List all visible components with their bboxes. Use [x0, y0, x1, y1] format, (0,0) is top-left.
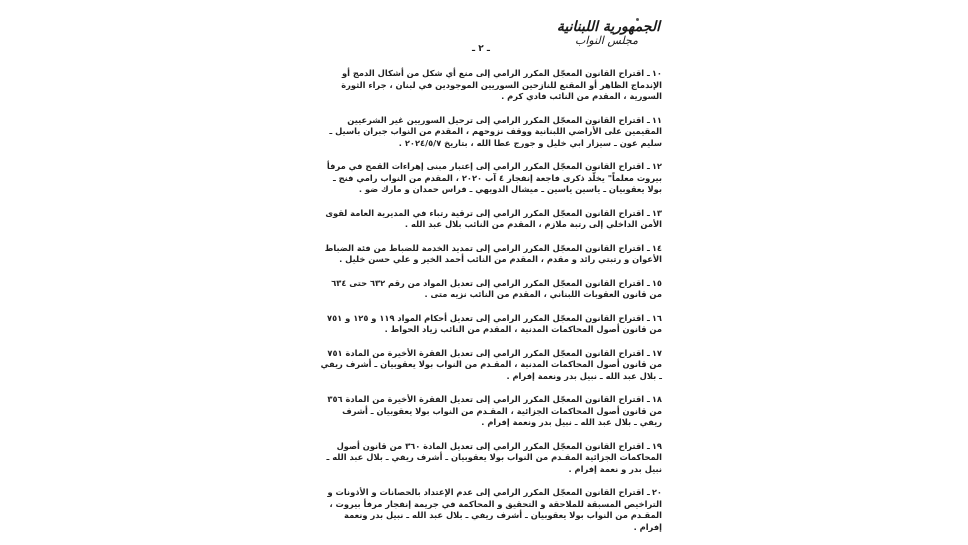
agenda-item — [320, 115, 662, 150]
letterhead-parliament: مجلس النواب — [575, 33, 638, 47]
agenda-item — [320, 243, 662, 266]
item-number: ١٤ — [651, 242, 662, 253]
item-number: ١٠ — [651, 68, 662, 78]
page-number: ـ ٢ ـ — [472, 44, 490, 54]
letterhead-republic: الجمهورية اللبنانية — [556, 19, 660, 35]
agenda-item — [320, 278, 662, 301]
item-text: ـ اقتراح القانون المعجّل المكرر الرامي إلى تعديل أحكام المواد ١١٩ و ١٢٥ و ٧٥١ من قانون أصول المحاكمات المدنية ، المقدم من النائب زياد الحواط . — [327, 312, 662, 334]
item-number: ١٦ — [651, 312, 662, 323]
item-text: ـ اقتراح القانون المعجّل المكرر الرامي إلى ترقية رتباء في المديرية العامة لقوى الأمن الداخلي إلى رتبة ملازم ، المقدم من النائب بلال عبد الله . — [325, 207, 662, 229]
agenda-item — [320, 487, 662, 533]
document-page — [300, 14, 670, 534]
agenda-items — [320, 68, 662, 545]
item-text: ـ اقتراح القانون المعجّل المكرر الرامي إلى ترحيل السوريين غير الشرعيين المقيمين على الأراضي اللبنانية ووقف نزوحهم ، المقدم من النواب جبران باسيل ـ سليم عون ـ سيزار ابي خليل و جورج عطا الله ، بتاريخ ٢٠٢٤/٥/٧ . — [329, 114, 662, 148]
item-text: ـ اقتراح القانون المعجّل المكرر الرامي إلى عدم الإعتداد بالحصانات و الأذونات و التراخيص المسبقة للملاحقة و التحقيق و المحاكمة في جريمة إنفجار مرفأ بيروت ، المقـدم من النواب بولا يعقوبيان ـ أشرف ريفي ـ بلال عبد الله ـ نبيل بدر ونعمة إفرام . — [327, 487, 662, 532]
agenda-item — [320, 313, 662, 336]
item-number: ١١ — [651, 114, 662, 125]
agenda-item — [320, 68, 662, 103]
letterhead — [557, 20, 660, 46]
agenda-item — [320, 441, 662, 476]
item-text: ـ اقتراح القانون المعجّل المكرر الرامي إلى تعديل المادة ٣٦٠ من قانون أصول المحاكمات الجزائية المقـدم من النواب بولا يعقوبيان ـ أشرف ريفي ـ بلال عبد الله ـ نبيل بدر و نعمة إفرام . — [326, 440, 662, 474]
item-number: ١٧ — [651, 347, 662, 358]
agenda-item — [320, 394, 662, 429]
item-text: ـ اقتراح القانون المعجّل المكرر الرامي إلى تعديل الفقرة الأخيرة من المادة ٣٥٦ من قانون أصول المحاكمات الجزائية ، المقـدم من النواب بولا يعقوبيان ـ أشرف ريفي ـ بلال عبد الله ـ نبيل بدر ونعمة إفرام . — [327, 394, 662, 427]
item-number: ١٨ — [651, 394, 662, 404]
item-text: ـ اقتراح القانون المعجّل المكرر الرامي إلى منع أي شكل من أشكال الدمج أو الإندماج الظاهر أو المقنع للنازحين السوريين الموجودين في لبنان ، جراء الثورة السورية ، المقدم من النائب فادي كرم . — [341, 68, 662, 101]
agenda-item — [320, 161, 662, 196]
item-number: ٢٠ — [651, 487, 662, 497]
item-number: ١٢ — [651, 161, 662, 171]
agenda-item — [320, 208, 662, 231]
item-text: ـ اقتراح القانون المعجّل المكرر الرامي إلى تعديل الفقرة الأخيرة من المادة ٧٥١ من قانون أصول المحاكمات المدنية ، المقـدم من النواب بولا يعقوبيان ـ أشرف ريفي ـ بلال عبد الله ـ نبيل بدر ونعمة إفرام . — [320, 347, 662, 381]
item-text: ـ اقتراح القانون المعجّل المكرر الرامي إلى تمديد الخدمة للضباط من فئة الضباط الأعوان و رتبتي رائد و مقدم ، المقدم من النائب أحمد الخير و علي حسن خليل . — [324, 242, 662, 264]
agenda-item — [320, 348, 662, 383]
item-number: ١٣ — [651, 207, 662, 218]
item-number: ١٩ — [651, 440, 662, 451]
item-text: ـ اقتراح القانون المعجّل المكرر الرامي إلى تعديل المواد من رقم ٦٣٢ حتى ٦٣٤ من قانون العقوبات اللبناني ، المقدم من النائب نزيه متى . — [331, 277, 662, 299]
item-text: ـ اقتراح القانون المعجّل المكرر الرامي إلى إعتبار مبنى إهراءات القمح في مرفأ بيروت معلماً" يخلّد ذكرى فاجعة إنفجار ٤ آب ٢٠٢٠ ، المقدم من النواب رامي فنج ـ بولا يعقوبيان ـ ياسين ياسين ـ ميشال الدويهي ـ فراس حمدان و مارك ضو . — [326, 161, 662, 194]
item-number: ١٥ — [651, 277, 662, 288]
